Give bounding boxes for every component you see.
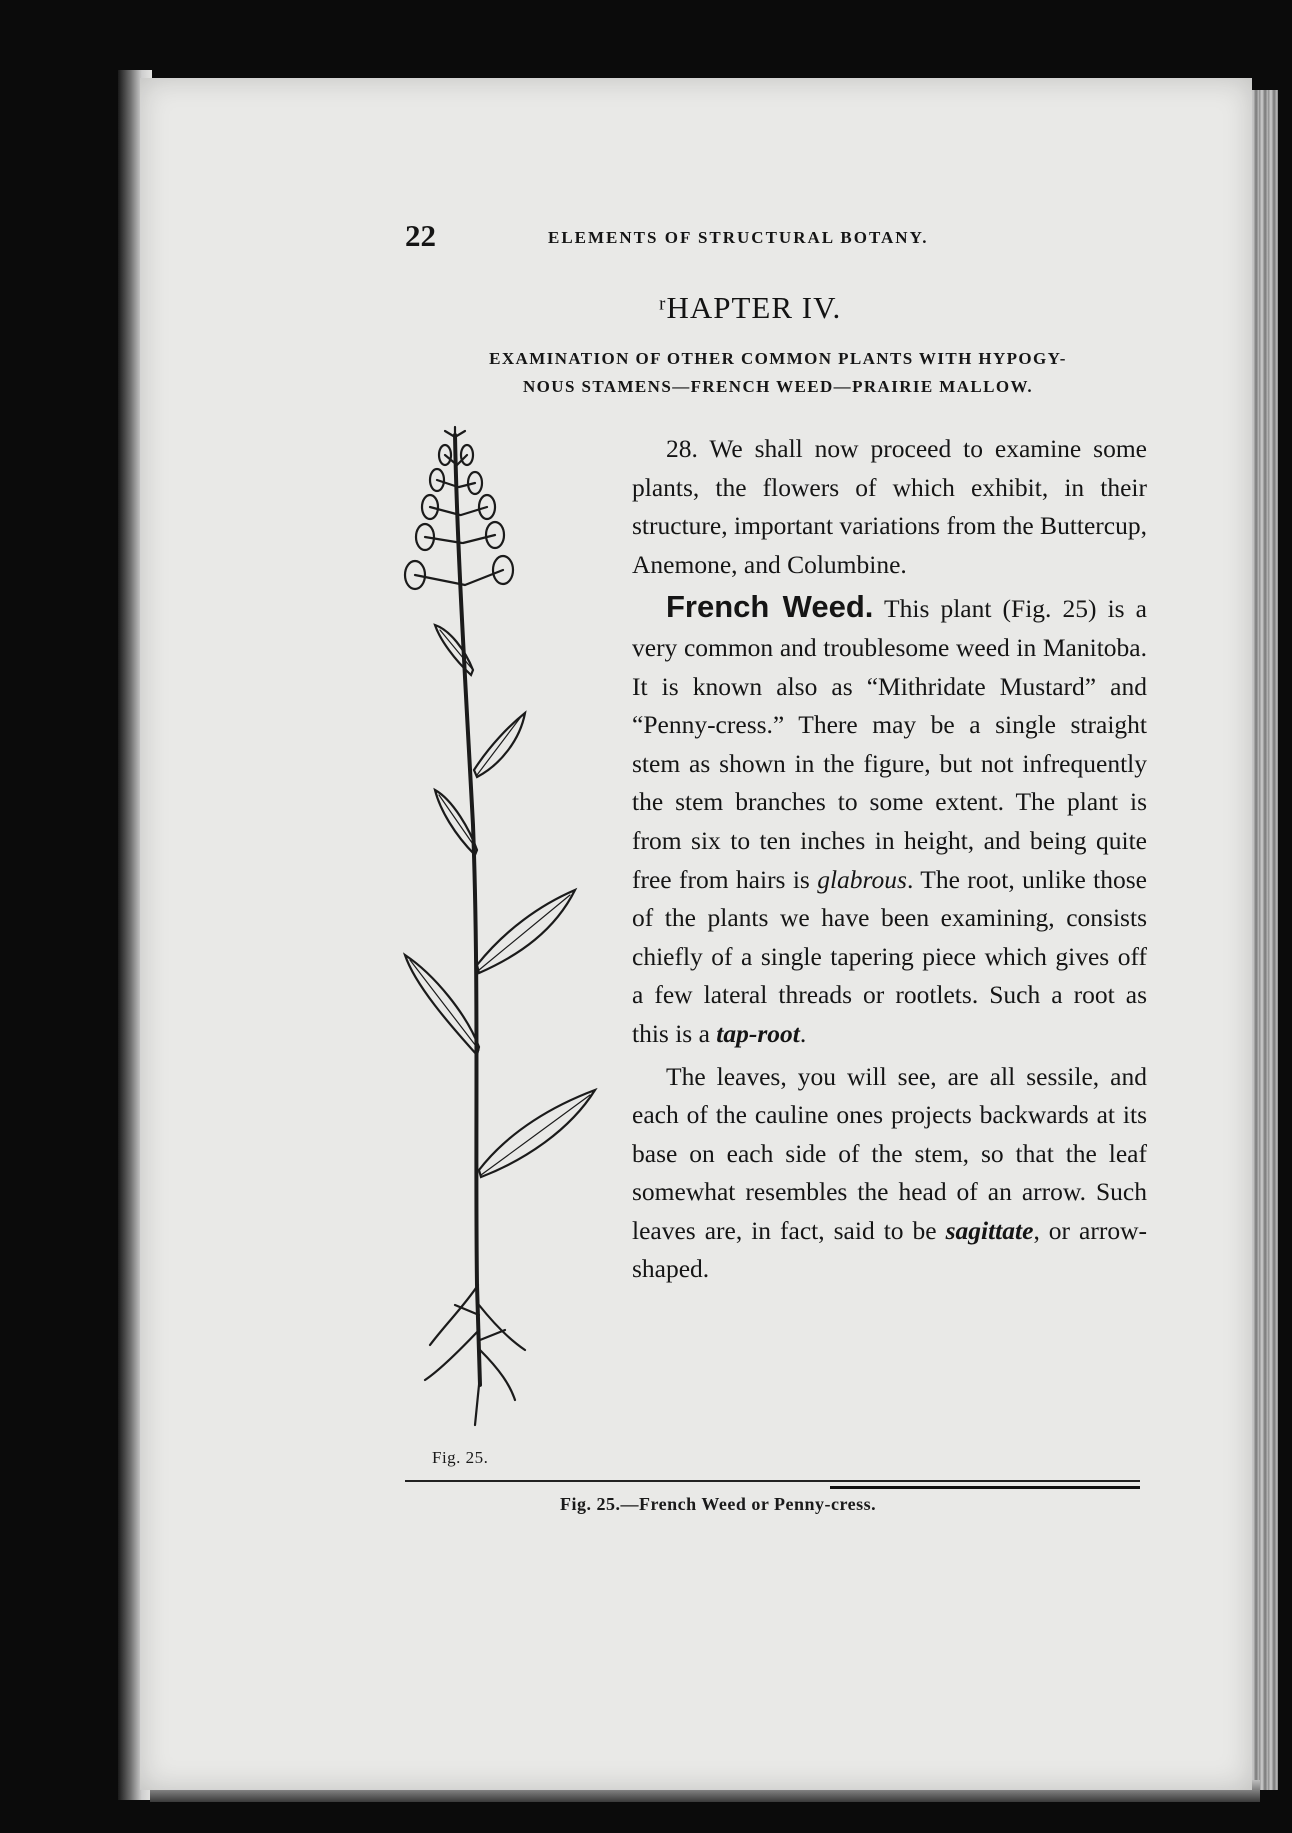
paragraph-text: The leaves, you will see, are all sessile, and each of the cauline ones projects backwards at its base on each side of the stem, so that the leaf somewhat resembles the head of an arrow. Such leaves are, in fact, said to be <box>632 1061 1147 1245</box>
running-title: ELEMENTS OF STRUCTURAL BOTANY. <box>548 228 929 247</box>
term-tap-root: tap-root <box>716 1018 800 1048</box>
paragraph-french-weed <box>632 588 1147 1053</box>
french-weed-illustration <box>395 425 615 1440</box>
chapter-subtitle-line-1: EXAMINATION OF OTHER COMMON PLANTS WITH HYPOGY- <box>489 349 1067 368</box>
figure-caption: Fig. 25.—French Weed or Penny-cress. <box>560 1494 877 1514</box>
paragraph-text: , or arrow-shaped. <box>632 1215 1148 1284</box>
page-edge-right <box>1250 90 1278 1790</box>
figure-label: Fig. 25. <box>432 1448 489 1467</box>
chapter-title: ʳHAPTER IV. <box>658 290 842 325</box>
chapter-subtitle <box>398 345 1158 401</box>
page-number: 22 <box>405 218 436 253</box>
paragraph-text: . <box>799 1018 807 1048</box>
divider-rule <box>405 1480 1140 1482</box>
chapter-subtitle-line-2: NOUS STAMENS—FRENCH WEED—PRAIRIE MALLOW. <box>522 377 1034 396</box>
term-sagittate: sagittate <box>945 1215 1034 1245</box>
running-head <box>405 218 1015 258</box>
paragraph-leaves <box>632 1058 1147 1290</box>
paragraph-text: This plant (Fig. 25) is a very common and troublesome weed in Manitoba. It is known also as “Mithridate Mustard” and “Penny-cress.” There may be a single straight stem as shown in the figure, but not infrequently the stem branches to some extent. The plant is from six to ten inches in height, and being quite free from hairs is <box>632 594 1147 894</box>
divider-rule-thick <box>830 1486 1140 1489</box>
paragraph-text: . The root, unlike those of the plants we have been examining, consists chiefly of a single tapering piece which gives off a few lateral threads or rootlets. Such a root as this is a <box>632 864 1147 1048</box>
section-heading-french-weed: French Weed. <box>666 589 874 625</box>
paragraph-28: 28. We shall now proceed to examine some plants, the flowers of which exhibit, in their structure, important variations from the Buttercup, Anemone, and Columbine. <box>632 434 1147 579</box>
term-glabrous: glabrous <box>817 864 907 894</box>
body-text <box>632 430 1147 1289</box>
